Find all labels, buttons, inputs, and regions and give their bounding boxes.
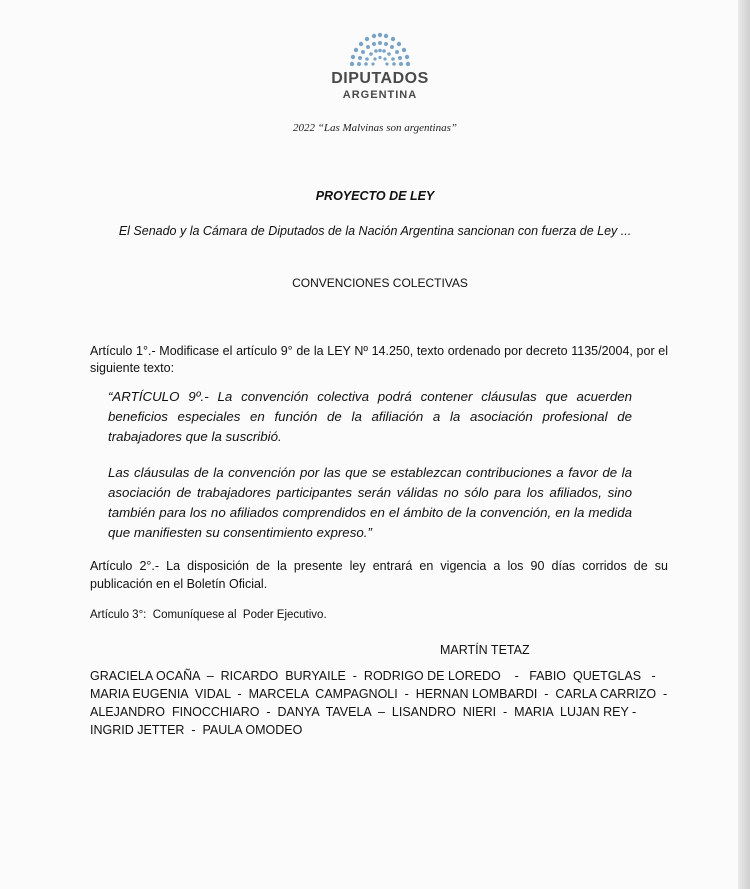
section-title: CONVENCIONES COLECTIVAS [292,276,468,290]
cosigners-line: MARIA EUGENIA VIDAL - MARCELA CAMPAGNOLI - HERNAN LOMBARDI - CARLA CARRIZO - [90,687,668,701]
year-motto: 2022 “Las Malvinas son argentinas” [292,122,457,134]
letterhead-country: ARGENTINA [342,89,418,101]
main-signer: MARTÍN TETAZ [440,643,530,657]
cosigners-line: GRACIELA OCAÑA – RICARDO BURYAILE - RODRIGO DE LOREDO - FABIO QUETGLAS - [90,669,656,683]
article-3: Artículo 3°: Comuníquese al Poder Ejecutivo. [90,609,327,621]
cosigners-line: INGRID JETTER - PAULA OMODEO [90,723,303,737]
page-edge [738,0,750,889]
quoted-text-paragraph-2: Las cláusulas de la convención por las que se establezcan contribuciones a favor de la asociación de trabajadores participantes serán válidas no sólo para los afiliados, sino también para los no afiliados comprendidos en el ámbito de la convención, en la medida que manifiesten su consentimiento expreso.” [108,465,632,540]
cosigners-line: ALEJANDRO FINOCCHIARO - DANYA TAVELA – LISANDRO NIERI - MARIA LUJAN REY - [90,705,637,719]
letterhead-logo [330,28,430,101]
letterhead-name: DIPUTADOS [331,70,429,87]
enacting-preamble: El Senado y la Cámara de Diputados de la Nación Argentina sancionan con fuerza de Ley ... [118,224,632,238]
quoted-text-paragraph-1: “ARTÍCULO 9º.- La convención colectiva podrá contener cláusulas que acuerden beneficios especiales en función de la afiliación a la asociación profesional de trabajadores que la suscribió. [108,389,632,444]
article-2: Artículo 2°.- La disposición de la presente ley entrará en vigencia a los 90 días corridos de su publicación en el Boletín Oficial. [90,559,668,591]
document-title: PROYECTO DE LEY [315,189,435,203]
article-1: Artículo 1°.- Modificase el artículo 9° de la LEY Nº 14.250, texto ordenado por decreto 1135/2004, por el siguiente texto: [90,344,668,375]
cosigners-list [90,667,668,739]
chamber-hemicycle-icon [344,28,416,68]
